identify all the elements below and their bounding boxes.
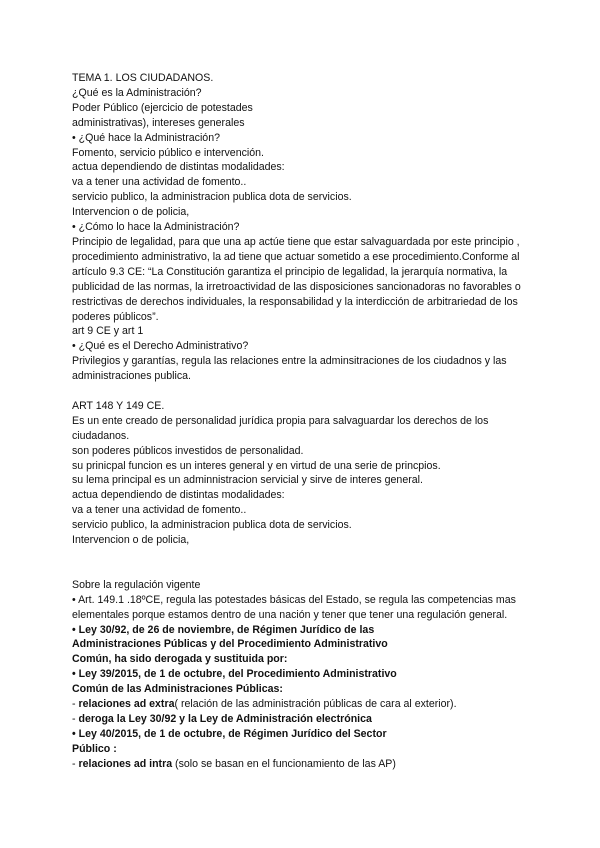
law-line: [72, 637, 542, 652]
question-que-hace: • ¿Qué hace la Administración?: [72, 131, 220, 144]
law-line: [72, 727, 542, 742]
text-line: servicio publico, la administracion publica dota de servicios.: [72, 519, 352, 532]
question-que-es: ¿Qué es la Administración?: [72, 86, 202, 99]
list-item: [72, 757, 542, 772]
answer-line: servicio publico, la administracion publica dota de servicios.: [72, 191, 352, 204]
answer-line: Intervencion o de policia,: [72, 206, 190, 219]
dash: -: [72, 757, 79, 770]
law-line: [72, 667, 542, 682]
answer-line: va a tener una actividad de fomento..: [72, 176, 247, 189]
law-line: [72, 623, 542, 638]
spacer: [72, 548, 542, 578]
text-line: va a tener una actividad de fomento..: [72, 504, 247, 517]
answer-line: Poder Público (ejercicio de potestades: [72, 101, 253, 114]
law-text: • Ley 39/2015, de 1 de octubre, del Procedimiento Administrativo: [72, 668, 397, 681]
answer-line: actua dependiendo de distintas modalidades:: [72, 161, 285, 174]
answer-paragraph: Principio de legalidad, para que una ap actúe tiene que estar salvaguardada por este principio , procedimiento administrativo, la ad tiene que actuar sometido a ese procedimiento.Conforme al artículo 9.3 CE: “La Constitución garantiza el principio de legalidad, la jerarquía normativa, la publicidad de las normas, la irretroactividad de las disposiciones sancionadoras no favorables o restrictivas de derechos individuales, la responsabilidad y la interdicción de arbitrariedad de los poderes públicos”.: [72, 235, 521, 323]
text-paragraph: Es un ente creado de personalidad jurídica propia para salvaguardar los derechos de los ciudadanos.: [72, 414, 489, 442]
answer-reference: art 9 CE y art 1: [72, 325, 144, 338]
dash: -: [72, 712, 79, 725]
list-item-text: (solo se basan en el funcionamiento de las AP): [172, 757, 396, 770]
law-text: Común de las Administraciones Públicas:: [72, 683, 283, 696]
law-text: • Ley 40/2015, de 1 de octubre, de Régimen Jurídico del Sector: [72, 727, 387, 740]
section-title-regulacion: Sobre la regulación vigente: [72, 578, 201, 591]
law-text: Público :: [72, 742, 117, 755]
list-item-text: ( relación de las administración públicas de cara al exterior).: [174, 698, 457, 711]
question-derecho-administrativo: • ¿Qué es el Derecho Administrativo?: [72, 340, 249, 353]
text-line: su lema principal es un adminnistracion servicial y sirve de interes general.: [72, 474, 423, 487]
law-line: [72, 682, 542, 697]
list-item-bold: relaciones ad extra: [78, 698, 175, 711]
law-text: • Ley 30/92, de 26 de noviembre, de Régimen Jurídico de las: [72, 623, 375, 636]
list-item: [72, 697, 542, 712]
answer-line: administrativas), intereses generales: [72, 116, 245, 129]
text-line: su prinicpal funcion es un interes general y en virtud de una serie de princpios.: [72, 459, 441, 472]
law-text: Administraciones Públicas y del Procedimiento Administrativo: [72, 638, 388, 651]
answer-line: Fomento, servicio público e intervención.: [72, 146, 264, 159]
list-item: [72, 712, 542, 727]
law-line: [72, 742, 542, 757]
list-item-bold: deroga la Ley 30/92 y la Ley de Administración electrónica: [78, 712, 372, 725]
text-line: son poderes públicos investidos de personalidad.: [72, 444, 304, 457]
text-line: actua dependiendo de distintas modalidades:: [72, 489, 285, 502]
text-line: Intervencion o de policia,: [72, 534, 190, 547]
list-item-bold: relaciones ad intra: [78, 757, 173, 770]
document-body: [72, 71, 542, 772]
text-paragraph: • Art. 149.1 .18ºCE, regula las potestades básicas del Estado, se regula las competencias mas elementales porque estamos dentro de una nación y tener que tener una regulación general.: [72, 593, 516, 621]
dash: -: [72, 698, 79, 711]
law-line: [72, 652, 542, 667]
spacer: [72, 384, 542, 399]
question-como-lo-hace: • ¿Cómo lo hace la Administración?: [72, 221, 240, 234]
answer-paragraph: Privilegios y garantías, regula las relaciones entre la adminsitraciones de los ciudadnos y las administraciones publica.: [72, 355, 507, 383]
law-text: Común, ha sido derogada y sustituida por:: [72, 653, 288, 666]
section-title-tema-1: TEMA 1. LOS CIUDADANOS.: [72, 72, 214, 84]
section-title-art-148: ART 148 Y 149 CE.: [72, 399, 165, 412]
